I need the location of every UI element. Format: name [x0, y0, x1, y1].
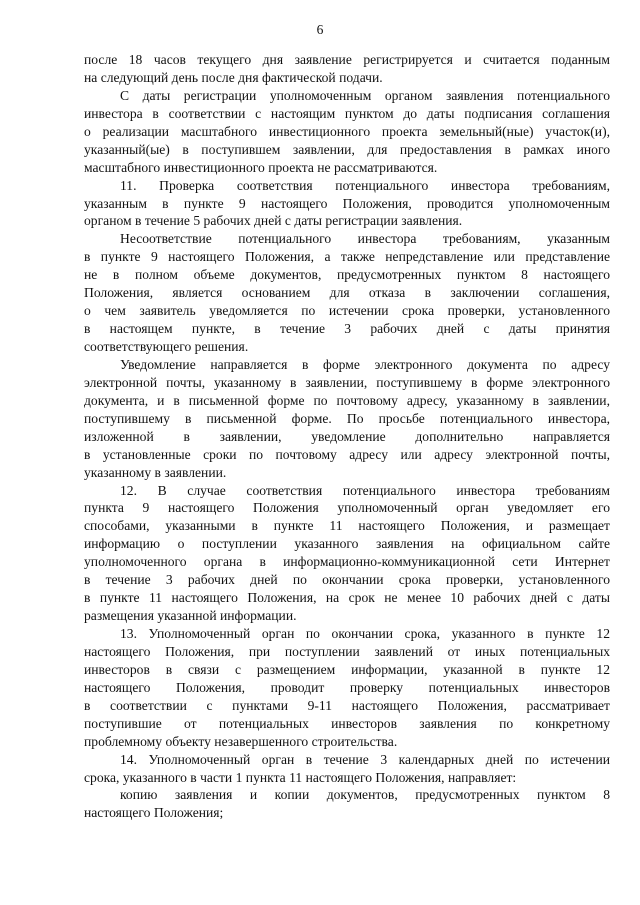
text-line: инвесторов в связи с размещением информации, указанной в пункте 12: [84, 661, 610, 677]
text-line: документа, и в письменной форме по почтовому адресу, указанному в заявлении,: [84, 392, 610, 408]
text-line: настоящего Положения, при поступлении заявлений от иных потенциальных: [84, 643, 610, 659]
text-line: указанный(ые) в поступившем заявлении, для предоставления в рамках иного: [84, 141, 610, 157]
text-line: в настоящем пункте, в течение 3 рабочих дней с даты принятия: [84, 321, 610, 337]
text-line: инвестора в соответствии с настоящим пунктом до даты подписания соглашения: [84, 105, 610, 121]
text-line: в соответствии с пунктами 9-11 настоящего Положения, рассматривает: [84, 697, 610, 713]
text-line: 11. Проверка соответствия потенциального инвестора требованиям,: [120, 177, 610, 193]
text-line: срока, указанного в части 1 пункта 11 настоящего Положения, направляет:: [84, 769, 517, 785]
text-line: пункта 9 настоящего Положения уполномоченный орган уведомляет его: [84, 500, 610, 516]
text-line: после 18 часов текущего дня заявление регистрируется и считается поданным: [84, 52, 610, 67]
text-line: указанному в заявлении.: [84, 464, 227, 480]
document-body: [84, 51, 610, 822]
text-line: масштабного инвестиционного проекта не рассматриваются.: [84, 159, 438, 175]
text-line: в пункте 11 настоящего Положения, на срок не менее 10 рабочих дней с даты: [84, 590, 610, 606]
text-line: указанным в пункте 9 настоящего Положения, проводится уполномоченным: [84, 195, 610, 211]
text-line: поступившие от потенциальных инвесторов заявления по конкретному: [84, 715, 610, 731]
text-line: информацию о поступлении указанного заявления на официальном сайте: [84, 536, 610, 552]
text-line: 12. В случае соответствия потенциального инвестора требованиям: [120, 482, 610, 498]
text-line: поступившему в письменной форме. По просьбе потенциального инвестора,: [84, 410, 610, 426]
text-line: электронной почты, указанному в заявлении, поступившему в форме электронного: [84, 374, 610, 390]
text-line: не в полном объеме документов, предусмотренных пунктом 8 настоящего: [84, 267, 610, 283]
text-line: в пункте 9 настоящего Положения, а также непредставление или представление: [84, 249, 610, 265]
text-line: С даты регистрации уполномоченным органом заявления потенциального: [120, 87, 610, 103]
text-line: настоящего Положения;: [84, 805, 224, 821]
text-line: уполномоченного органа в информационно-коммуникационной сети Интернет: [84, 554, 610, 570]
text-line: 14. Уполномоченный орган в течение 3 календарных дней по истечении: [120, 751, 610, 767]
text-line: Положения, является основанием для отказа в заключении соглашения,: [84, 285, 610, 301]
text-line: о чем заявитель уведомляется по истечении срока проверки, установленного: [84, 303, 610, 319]
text-line: копию заявления и копии документов, предусмотренных пунктом 8: [120, 787, 610, 803]
text-line: Несоответствие потенциального инвестора требованиям, указанным: [120, 231, 610, 247]
text-line: Уведомление направляется в форме электронного документа по адресу: [120, 356, 610, 372]
text-line: 13. Уполномоченный орган по окончании срока, указанного в пункте 12: [120, 626, 610, 641]
text-line: в течение 3 рабочих дней по окончании срока проверки, установленного: [84, 572, 610, 588]
text-line: размещения указанной информации.: [84, 608, 297, 624]
text-line: в установленные сроки по почтовому адресу или адресу электронной почты,: [84, 446, 610, 462]
text-line: настоящего Положения, проводит проверку потенциальных инвесторов: [84, 679, 610, 695]
text-line: способами, указанными в пункте 11 настоящего Положения, и размещает: [84, 518, 610, 534]
page-number: 6: [316, 22, 324, 37]
text-line: соответствующего решения.: [84, 339, 249, 354]
text-line: изложенной в заявлении, уведомление дополнительно направляется: [84, 428, 610, 444]
text-line: на следующий день после дня фактической подачи.: [84, 69, 383, 85]
text-line: органом в течение 5 рабочих дней с даты регистрации заявления.: [84, 213, 463, 229]
text-line: о реализации масштабного инвестиционного проекта земельный(ные) участок(и),: [84, 123, 610, 139]
text-line: проблемному объекту незавершенного строительства.: [84, 733, 398, 749]
